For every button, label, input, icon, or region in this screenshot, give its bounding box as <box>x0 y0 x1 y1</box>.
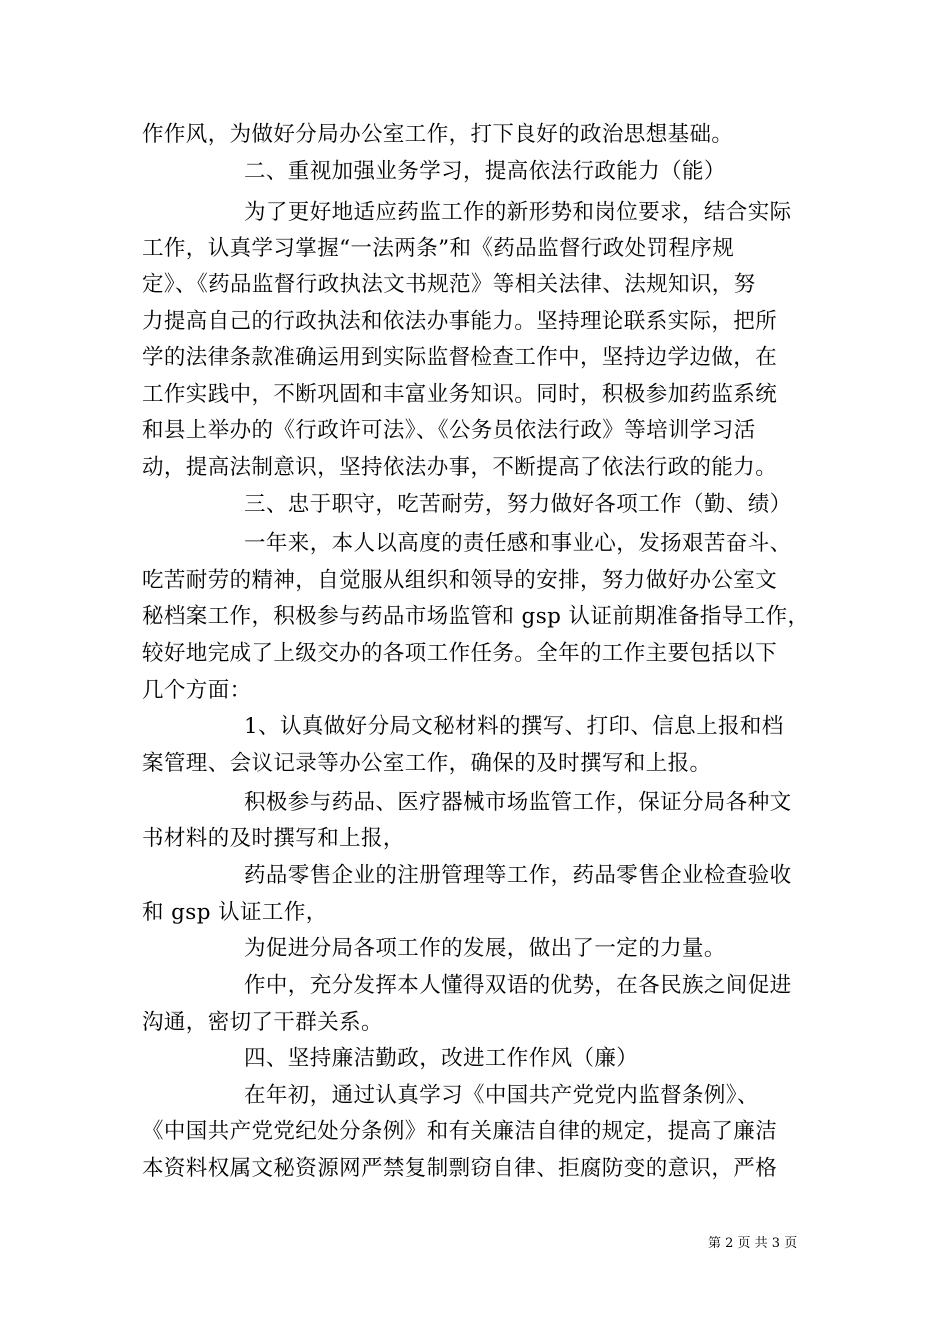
text-line: 作中，充分发挥本人懂得双语的优势，在各民族之间促进 <box>244 973 792 998</box>
text-line: 吃苦耐劳的精神，自觉服从组织和领导的安排，努力做好办公室文 <box>142 568 778 593</box>
text-line: 几个方面： <box>142 678 252 703</box>
section-heading: 二、重视加强业务学习，提高依法行政能力（能） <box>244 159 726 184</box>
text-line: 工作实践中，不断巩固和丰富业务知识。同时，积极参加药监系统 <box>142 382 778 407</box>
text-line: 定》、《药品监督行政执法文书规范》等相关法律、法规知识，努 <box>142 272 756 297</box>
section-heading: 四、坚持廉洁勤政，改进工作作风（廉） <box>244 1046 639 1071</box>
page-number-footer: 第 2 页 共 3 页 <box>708 1236 798 1251</box>
text-line: 作作风，为做好分局办公室工作，打下良好的政治思想基础。 <box>142 122 734 147</box>
text-line: 和 gsp 认证工作， <box>142 900 328 925</box>
text-line: 和县上举办的《行政许可法》、《公务员依法行政》等培训学习活 <box>142 418 756 443</box>
text-line: 案管理、会议记录等办公室工作，确保的及时撰写和上报。 <box>142 751 712 776</box>
text-line: 力提高自己的行政执法和依法办事能力。坚持理论联系实际，把所 <box>142 309 778 334</box>
text-line: 秘档案工作，积极参与药品市场监管和 gsp 认证前期准备指导工作， <box>142 604 810 629</box>
text-line: 工作，认真学习掌握“一法两条”和《药品监督行政处罚程序规 <box>142 236 735 261</box>
text-line: 沟通，密切了干群关系。 <box>142 1010 383 1035</box>
text-line: 为促进分局各项工作的发展，做出了一定的力量。 <box>244 936 726 961</box>
text-line: 为了更好地适应药监工作的新形势和岗位要求，结合实际 <box>244 200 792 225</box>
text-line: 动，提高法制意识，坚持依法办事，不断提高了依法行政的能力。 <box>142 455 778 480</box>
list-item-text: 1、认真做好分局文秘材料的撰写、打印、信息上报和档 <box>244 714 784 739</box>
text-line: 在年初，通过认真学习《中国共产党党内监督条例》、 <box>244 1083 759 1108</box>
section-heading: 三、忠于职守，吃苦耐劳，努力做好各项工作（勤、绩） <box>244 492 792 517</box>
text-line: 积极参与药品、医疗器械市场监管工作，保证分局各种文 <box>244 790 792 815</box>
text-line: 一年来，本人以高度的责任感和事业心，发扬艰苦奋斗、 <box>244 531 792 556</box>
text-line: 《中国共产党党纪处分条例》和有关廉洁自律的规定，提高了廉洁 <box>142 1119 778 1144</box>
text-line: 较好地完成了上级交办的各项工作任务。全年的工作主要包括以下 <box>142 641 778 666</box>
text-line: 学的法律条款准确运用到实际监督检查工作中，坚持边学边做，在 <box>142 345 778 370</box>
text-line: 药品零售企业的注册管理等工作，药品零售企业检查验收 <box>244 863 792 888</box>
text-line: 书材料的及时撰写和上报， <box>142 826 405 851</box>
text-line: 本资料权属文秘资源网严禁复制剽窃自律、拒腐防变的意识，严格 <box>142 1156 778 1181</box>
